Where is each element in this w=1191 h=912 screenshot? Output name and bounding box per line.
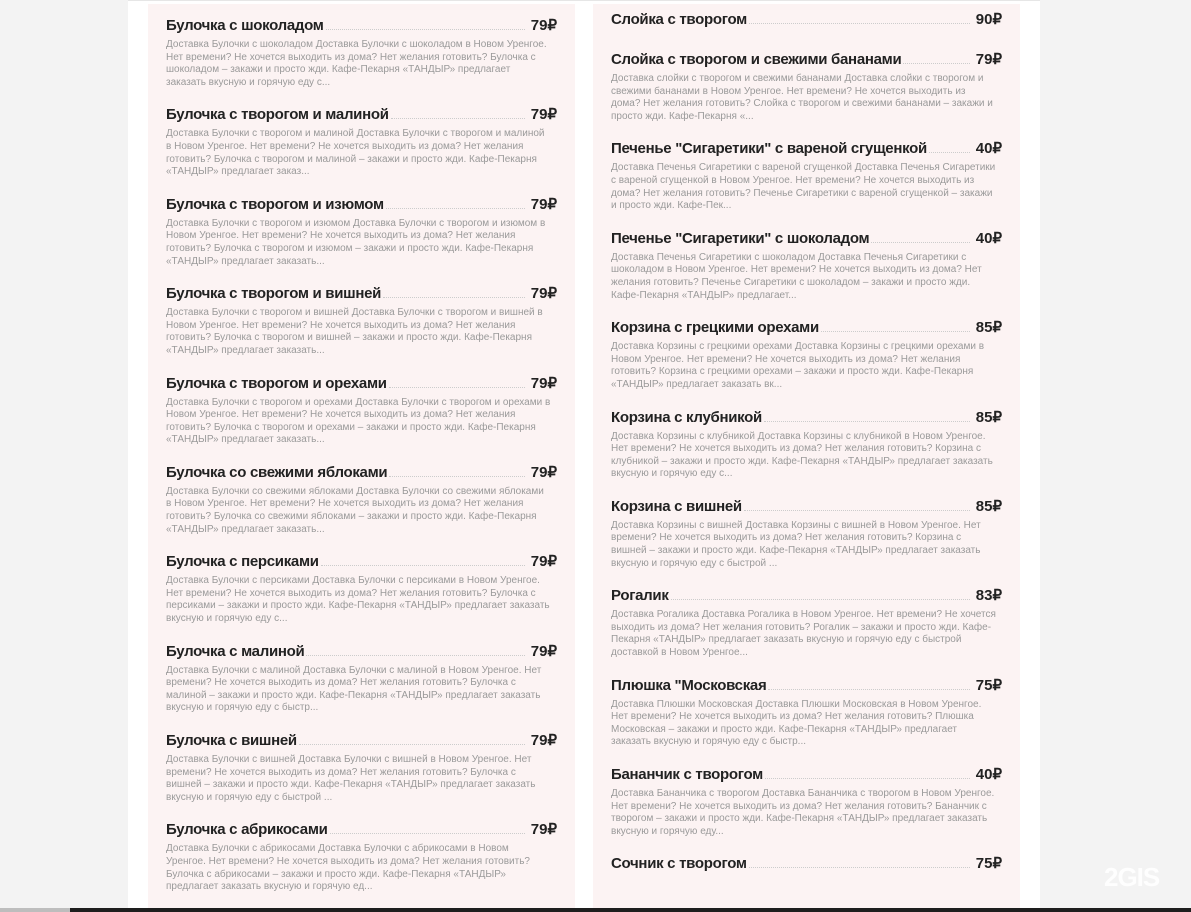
menu-item[interactable] (611, 495, 1002, 570)
menu-item[interactable] (166, 818, 557, 893)
menu-item[interactable] (166, 729, 557, 804)
menu-item[interactable] (611, 227, 1002, 302)
menu-item-header (611, 495, 1002, 515)
menu-item[interactable] (611, 584, 1002, 659)
menu-item[interactable] (166, 103, 557, 178)
menu-item-description: Доставка Бананчика с творогом Доставка Бананчика с творогом в Новом Уренгое. Нет времени? Не хочется выходить из дома? Нет желания готовить? Бананчик с творогом – закажи и просто жди. Кафе-Пекарня «ТАНДЫР» предлагает заказать вкусную и горячую еду... (611, 788, 995, 837)
menu-item-title[interactable]: Булочка со свежими яблоками (166, 463, 388, 481)
menu-item-title[interactable]: Корзина с грецкими орехами (611, 319, 819, 337)
menu-item[interactable] (166, 282, 557, 357)
menu-item-price: 90₽ (975, 11, 1002, 28)
menu-item-price: 85₽ (975, 319, 1002, 337)
menu-item-title[interactable]: Корзина с вишней (611, 497, 742, 515)
menu-item-header (611, 852, 1002, 872)
menu-item-description: Доставка Печенья Сигаретики с шоколадом Доставка Печенья Сигаретики с шоколадом в Новом Уренгое. Нет времени? Не хочется выходить из дома? Нет желания готовить? Печенье Сигаретики с шоколадом – закажи и просто жди. Кафе-Пекарня «ТАНДЫР» предлагает... (611, 251, 982, 301)
menu-item-price: 79₽ (530, 17, 557, 34)
dotted-leader (749, 867, 970, 868)
menu-item-title[interactable]: Булочка с творогом и изюмом (166, 195, 384, 213)
menu-item-header (166, 729, 557, 749)
menu-item[interactable] (611, 406, 1002, 481)
dotted-leader (389, 476, 524, 477)
menu-item-price: 79₽ (530, 553, 557, 571)
menu-item-header (611, 763, 1002, 783)
menu-item-title[interactable]: Печенье "Сигаретики" с шоколадом (611, 229, 870, 247)
2gis-watermark-logo: 2GIS (1104, 862, 1160, 892)
menu-item-price: 79₽ (530, 195, 557, 213)
menu-item-title[interactable]: Булочка с вишней (166, 732, 297, 749)
menu-item-price: 79₽ (530, 463, 557, 481)
dotted-leader (764, 421, 970, 422)
menu-item-header (611, 674, 1002, 694)
menu-item-title[interactable]: Булочка с творогом и малиной (166, 106, 389, 124)
menu-item[interactable] (611, 852, 1002, 872)
menu-item-header (166, 818, 557, 838)
menu-item-title[interactable]: Булочка с шоколадом (166, 17, 324, 34)
menu-item[interactable] (611, 8, 1002, 28)
menu-item-description: Доставка Булочки со свежими яблоками Доставка Булочки со свежими яблоками в Новом Уренгое. Нет времени? Не хочется выходить из дома? Нет желания готовить? Булочка со свежими яблоками – закажи и просто жди. Кафе-Пекарня «ТАНДЫР» предлагает заказать... (166, 485, 544, 535)
dotted-leader (389, 387, 525, 388)
menu-item-description: Доставка Булочки с шоколадом Доставка Булочки с шоколадом в Новом Уренгое. Нет времени? Не хочется выходить из дома? Нет желания готовить? Булочка с шоколадом – закажи и просто жди. Кафе-Пекарня «ТАНДЫР» предлагает заказать вкусную и горячую еду с... (166, 39, 547, 88)
menu-item-price: 79₽ (530, 821, 557, 839)
menu-item-title[interactable]: Бананчик с творогом (611, 766, 763, 783)
menu-item-price: 85₽ (975, 408, 1002, 426)
menu-item-price: 40₽ (975, 229, 1002, 247)
menu-item-title[interactable]: Слойка с творогом и свежими бананами (611, 51, 902, 68)
menu-item-header (166, 640, 557, 660)
menu-item[interactable] (611, 137, 1002, 212)
menu-item-price: 79₽ (530, 106, 557, 124)
menu-item-title[interactable]: Корзина с клубникой (611, 408, 762, 426)
menu-item[interactable] (166, 461, 557, 536)
menu-item-description: Доставка Булочки с вишней Доставка Булочки с вишней в Новом Уренгое. Нет времени? Не хочется выходить из дома? Нет желания готовить? Булочка с вишней – закажи и просто жди. Кафе-Пекарня «ТАНДЫР» предлагает заказать вкусную и горячую еду с быстрой ... (166, 754, 536, 803)
menu-item-description: Доставка Булочки с творогом и орехами Доставка Булочки с творогом и орехами в Новом Уренгое. Нет времени? Не хочется выходить из дома? Нет желания готовить? Булочка с творогом и орехами – закажи и просто жди. Кафе-Пекарня «ТАНДЫР» предлагает заказать... (166, 396, 551, 446)
menu-item-header (166, 550, 557, 570)
menu-item-description: Доставка Печенья Сигаретики с вареной сгущенкой Доставка Печенья Сигаретики с вареной сгущенкой в Новом Уренгое. Нет времени? Не хочется выходить из дома? Нет желания готовить? Печенье Сигаретики с вареной сгущенкой – закажи и просто жди. Кафе-Пек... (611, 162, 996, 212)
menu-item-price: 79₽ (530, 642, 557, 660)
menu-item-description: Доставка Булочки с творогом и изюмом Доставка Булочки с творогом и изюмом в Новом Уренгое. Нет времени? Не хочется выходить из дома? Нет желания готовить? Булочка с творогом и изюмом – закажи и просто жди. Кафе-Пекарня «ТАНДЫР» предлагает заказать... (166, 217, 546, 267)
dotted-leader (821, 331, 970, 332)
menu-item-header (611, 584, 1002, 604)
dotted-leader (306, 655, 524, 656)
menu-item-description: Доставка Рогалика Доставка Рогалика в Новом Уренгое. Нет времени? Не хочется выходить из дома? Нет желания готовить? Рогалик – закажи и просто жди. Кафе-Пекарня «ТАНДЫР» предлагает заказать вкусную и горячую еду с быстрой доставкой в Новом Уренгое... (611, 609, 996, 659)
menu-item[interactable] (611, 48, 1002, 123)
menu-item-description: Доставка Корзины с вишней Доставка Корзины с вишней в Новом Уренгое. Нет времени? Не хочется выходить из дома? Нет желания готовить? Корзина с вишней – закажи и просто жди. Кафе-Пекарня «ТАНДЫР» предлагает заказать вкусную и горячую еду с быстрой ... (611, 519, 981, 569)
menu-item-description: Доставка слойки с творогом и свежими бананами Доставка слойки с творогом и свежими бананами в Новом Уренгое. Нет времени? Не хочется выходить из дома? Нет желания готовить? Слойка с творогом и свежими бананами – закажи и просто жди. Кафе-Пекарня «... (611, 73, 993, 122)
menu-item-price: 79₽ (530, 732, 557, 749)
menu-column-left (148, 4, 575, 908)
menu-item-title[interactable]: Плюшка "Московская (611, 676, 767, 694)
menu-item-title[interactable]: Булочка с персиками (166, 553, 319, 571)
dotted-leader (326, 29, 525, 30)
menu-item-price: 79₽ (975, 51, 1002, 68)
menu-item-header (611, 137, 1002, 157)
menu-item[interactable] (166, 372, 557, 447)
menu-item-header (611, 227, 1002, 247)
menu-item-header (611, 406, 1002, 426)
menu-item-header (166, 372, 557, 392)
menu-item-title[interactable]: Рогалик (611, 587, 669, 605)
menu-item-description: Доставка Булочки с малиной Доставка Булочки с малиной в Новом Уренгое. Нет времени? Не хочется выходить из дома? Нет желания готовить? Булочка с малиной – закажи и просто жди. Кафе-Пекарня «ТАНДЫР» предлагает заказать вкусную и горячую еду с быстр... (166, 664, 542, 714)
menu-item-description: Доставка Булочки с абрикосами Доставка Булочки с абрикосами в Новом Уренгое. Нет времени? Не хочется выходить из дома? Нет желания готовить? Булочка с абрикосами – закажи и просто жди. Кафе-Пекарня «ТАНДЫР» предлагает заказать вкусную и горячую ед... (166, 843, 530, 893)
menu-item-header (166, 103, 557, 123)
bottom-scrollbar[interactable] (0, 908, 1191, 912)
menu-item-price: 40₽ (975, 140, 1002, 158)
dotted-leader (299, 744, 525, 745)
dotted-leader (749, 23, 970, 24)
dotted-leader (671, 599, 970, 600)
menu-item-header (166, 193, 557, 213)
menu-item-description: Доставка Корзины с грецкими орехами Доставка Корзины с грецкими орехами в Новом Уренгое. Нет времени? Не хочется выходить из дома? Нет желания готовить? Корзина с грецкими орехами – закажи и просто жди. Кафе-Пекарня «ТАНДЫР» предлагает заказать вк... (611, 341, 985, 390)
dotted-leader (386, 208, 525, 209)
menu-item-header (611, 8, 1002, 28)
dotted-leader (903, 63, 969, 64)
menu-item-price: 40₽ (975, 766, 1002, 783)
menu-item-title[interactable]: Булочка с абрикосами (166, 821, 328, 839)
menu-item-price: 83₽ (975, 587, 1002, 605)
menu-item-title[interactable]: Булочка с малиной (166, 642, 305, 660)
menu-item-description: Доставка Булочки с творогом и вишней Доставка Булочки с творогом и вишней в Новом Уренгое. Нет времени? Не хочется выходить из дома? Нет желания готовить? Булочка с творогом и вишней – закажи и просто жди. Кафе-Пекарня «ТАНДЫР» предлагает заказать... (166, 307, 543, 356)
dotted-leader (768, 689, 969, 690)
menu-item-title[interactable]: Слойка с творогом (611, 11, 747, 28)
menu-item-price: 79₽ (530, 285, 557, 303)
dotted-leader (744, 510, 970, 511)
dotted-leader (383, 297, 525, 298)
menu-item-price: 75₽ (975, 855, 1002, 873)
menu-item-description: Доставка Булочки с персиками Доставка Булочки с персиками в Новом Уренгое. Нет времени? Не хочется выходить из дома? Нет желания готовить? Булочка с персиками – закажи и просто жди. Кафе-Пекарня «ТАНДЫР» предлагает заказать вкусную и горячую еду с... (166, 575, 550, 625)
menu-item-price: 79₽ (530, 374, 557, 392)
dotted-leader (391, 118, 525, 119)
scrollbar-thumb[interactable] (0, 908, 70, 912)
menu-column-right (593, 4, 1020, 908)
menu-item[interactable] (611, 674, 1002, 749)
dotted-leader (929, 152, 970, 153)
menu-item-header (166, 461, 557, 481)
menu-item[interactable] (166, 550, 557, 625)
menu-item-price: 75₽ (975, 676, 1002, 694)
menu-item-description: Доставка Корзины с клубникой Доставка Корзины с клубникой в Новом Уренгое. Нет времени? Не хочется выходить из дома? Нет желания готовить? Корзина с клубникой – закажи и просто жди. Кафе-Пекарня «ТАНДЫР» предлагает заказать вкусную и горячую еду с... (611, 430, 993, 480)
dotted-leader (871, 242, 969, 243)
menu-item-description: Доставка Булочки с творогом и малиной Доставка Булочки с творогом и малиной в Новом Уренгое. Нет времени? Не хочется выходить из дома? Нет желания готовить? Булочка с творогом и малиной – закажи и просто жди. Кафе-Пекарня «ТАНДЫР» предлагает заказ... (166, 128, 545, 178)
menu-item-header (611, 316, 1002, 336)
menu-item-header (166, 14, 557, 34)
menu-item[interactable] (611, 763, 1002, 838)
dotted-leader (321, 565, 525, 566)
menu-item-description: Доставка Плюшки Московская Доставка Плюшки Московская в Новом Уренгое. Нет времени? Не хочется выходить из дома? Нет желания готовить? Плюшка Московская – закажи и просто жди. Кафе-Пекарня «ТАНДЫР» предлагает заказать вкусную и горячую еду с быстр... (611, 698, 982, 748)
menu-item-price: 85₽ (975, 497, 1002, 515)
menu-item[interactable] (166, 14, 557, 89)
menu-item[interactable] (166, 193, 557, 268)
menu-item-title[interactable]: Булочка с творогом и орехами (166, 374, 387, 392)
menu-item[interactable] (166, 640, 557, 715)
menu-item-header (611, 48, 1002, 68)
dotted-leader (765, 778, 970, 779)
dotted-leader (330, 833, 525, 834)
menu-item-header (166, 282, 557, 302)
menu-item-title[interactable]: Сочник с творогом (611, 855, 747, 873)
menu-item[interactable] (611, 316, 1002, 391)
menu-item-title[interactable]: Булочка с творогом и вишней (166, 285, 382, 303)
menu-item-title[interactable]: Печенье "Сигаретики" с вареной сгущенкой (611, 140, 927, 158)
